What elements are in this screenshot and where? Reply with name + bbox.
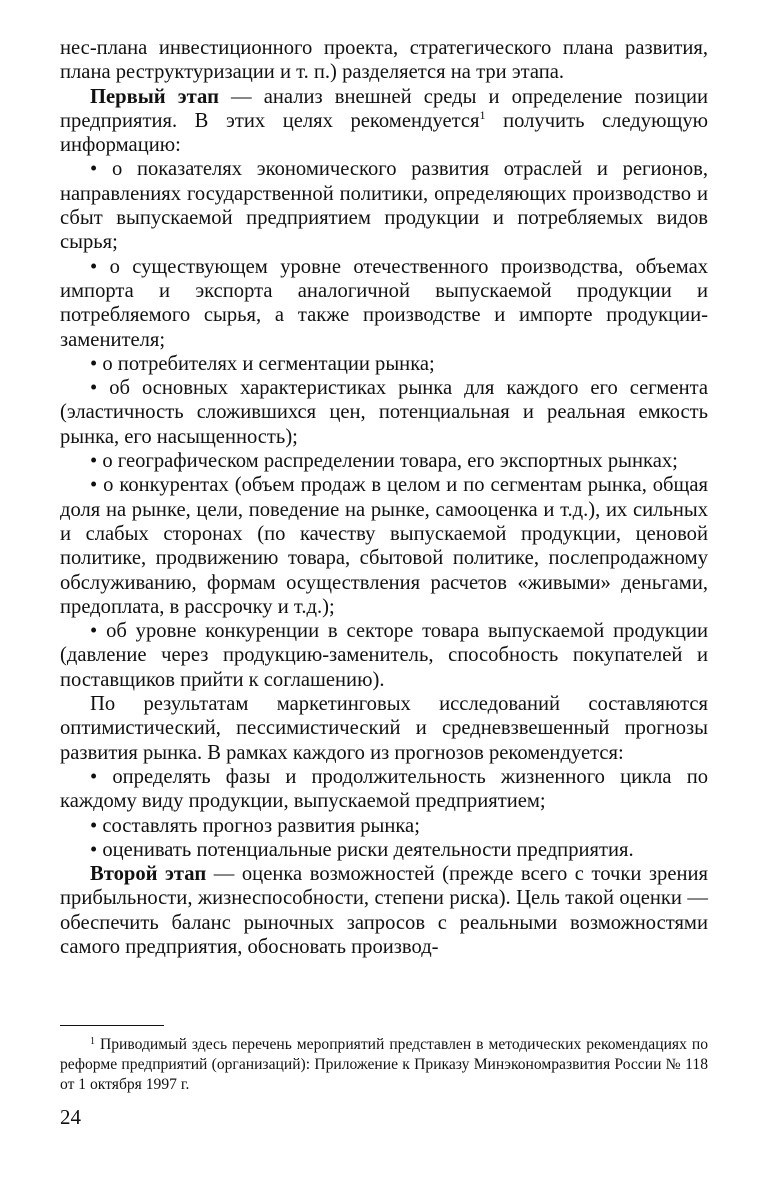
bullet-item — [60, 449, 708, 473]
bullet-icon — [90, 158, 112, 180]
bullet-icon — [90, 815, 102, 837]
bullet-icon — [90, 620, 106, 642]
footnote-reference: 1 — [479, 107, 486, 122]
bullet-text: о существующем уровне отечественного производства, объемах импорта и экспорта аналогичной выпускаемой продукции и потребляемого сырья, а также производстве и импорте продукции-заменителя; — [60, 255, 709, 351]
footnote-divider — [60, 1025, 164, 1026]
bullet-text: составлять прогноз развития рынка; — [102, 814, 420, 837]
paragraph-intro: нес-плана инвестиционного проекта, стратегического плана развития, плана реструктуризации и т. п.) разделяется на три этапа. — [60, 37, 708, 84]
stage-one-text-end: получить следующую информацию: — [60, 109, 709, 157]
bullet-text: об основных характеристиках рынка для каждого его сегмента (эластичность сложившихся цен, потенциальная и реальная емкость рынка, его насыщенность); — [60, 377, 709, 448]
bullet-item — [60, 814, 708, 838]
bullet-icon — [90, 353, 102, 375]
stage-two-heading: Второй этап — [90, 863, 207, 886]
paragraph-stage-one — [60, 85, 708, 158]
footnotes — [60, 1032, 708, 1095]
bullet-text: о географическом распределении товара, его экспортных рынках; — [102, 450, 678, 473]
bullet-item — [60, 255, 708, 352]
bullet-text: об уровне конкуренции в секторе товара выпускаемой продукции (давление через продукцию-заменитель, способность покупателей и поставщиков прийти к соглашению). — [60, 620, 708, 691]
stage-two-text: — оценка возможностей (прежде всего с точки зрения прибыльности, жизнеспособности, степени риска). Цель такой оценки — обеспечить баланс рыночных запросов с реальными возможностями самого предприятия, обосновать производ- — [60, 863, 708, 958]
bullet-text: о показателях экономического развития отраслей и регионов, направлениях государственной политики, определяющих производство и сбыт выпускаемой предприятием продукции и потребляемых видов сырья; — [60, 158, 708, 254]
bullet-icon — [90, 377, 109, 399]
bullet-text: оценивать потенциальные риски деятельности предприятия. — [102, 838, 634, 861]
page-body — [60, 36, 708, 959]
bullet-item — [60, 157, 708, 254]
page-number: 24 — [60, 1105, 81, 1129]
bullet-icon — [90, 839, 102, 861]
bullet-text: о потребителях и сегментации рынка; — [102, 352, 435, 375]
footnote-mark: 1 — [90, 1036, 95, 1047]
paragraph-stage-two — [60, 862, 708, 959]
stage-one-heading: Первый этап — [90, 85, 219, 108]
footnote-text: Приводимый здесь перечень мероприятий представлен в методических рекомендациях по реформе предприятий (организаций): Приложение к Приказу Минэкономразвития России № 118 от 1 октября 1997 г. — [60, 1036, 708, 1093]
bullet-icon — [90, 766, 112, 788]
bullet-item — [60, 473, 708, 619]
bullet-item — [60, 619, 708, 692]
bullet-item — [60, 765, 708, 814]
bullet-icon — [90, 256, 110, 278]
stage-one-text: — анализ внешней среды и определение позиции предприятия. В этих целях рекомендуется — [60, 85, 709, 132]
bullet-icon — [90, 474, 103, 496]
bullet-item — [60, 838, 708, 862]
bullet-text: определять фазы и продолжительность жизненного цикла по каждому виду продукции, выпускаемой предприятием; — [60, 765, 709, 813]
bullet-item — [60, 376, 708, 449]
bullet-icon — [90, 450, 102, 472]
footnote — [60, 1032, 708, 1095]
paragraph-forecasts: По результатам маркетинговых исследований составляются оптимистический, пессимистический и средневзвешенный прогнозы развития рынка. В рамках каждого из прогнозов рекомендуется: — [60, 693, 708, 764]
bullet-text: о конкурентах (объем продаж в целом и по сегментам рынка, общая доля на рынке, цели, поведение на рынке, самооценка и т.д.), их сильных и слабых сторонах (по качеству выпускаемой продукции, ценовой политике, продвижению товара, сбытовой политике, послепродажному обслуживанию, формам осуществления расчетов «живыми» деньгами, предоплата, в рассрочку и т.д.); — [60, 474, 709, 618]
bullet-item — [60, 352, 708, 376]
